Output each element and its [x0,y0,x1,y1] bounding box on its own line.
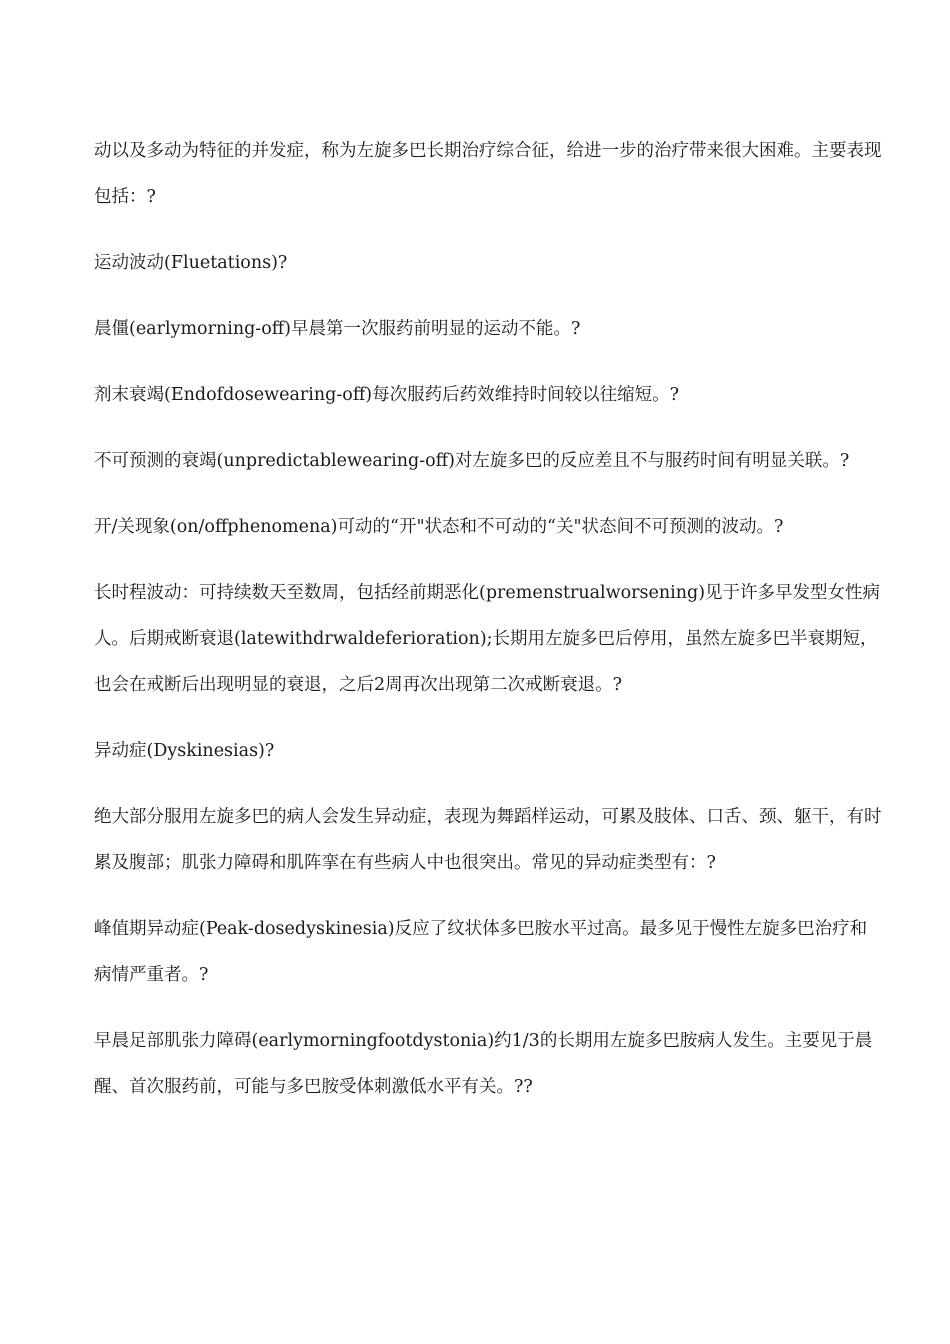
paragraph-dyskinesia-description: 绝大部分服用左旋多巴的病人会发生异动症，表现为舞蹈样运动，可累及肢体、口舌、颈、躯干，有时累及腹部；肌张力障碍和肌阵挛在有些病人中也很突出。常见的异动症类型有：? [94,807,882,873]
paragraph-unpredictable-wearing-off: 不可预测的衰竭(unpredictablewearing-off)对左旋多巴的反应差且不与服药时间有明显关联。? [94,451,850,471]
paragraph-early-morning-foot-dystonia: 早晨足部肌张力障碍(earlymorningfootdystonia)约1/3的长期用左旋多巴胺病人发生。主要见于晨醒、首次服药前，可能与多巴胺受体刺激低水平有关。?? [94,1031,873,1097]
paragraph-dyskinesias-heading: 异动症(Dyskinesias)? [94,741,275,761]
paragraph-on-off-phenomena: 开/关现象(on/offphenomena)可动的“开"状态和不可动的“关"状态间不可预测的波动。? [94,517,784,537]
paragraph-early-morning-off: 晨僵(earlymorning-off)早晨第一次服药前明显的运动不能。? [94,319,581,339]
paragraph-motor-fluctuations-heading: 运动波动(Fluetations)? [94,253,288,273]
paragraph-complications-intro: 动以及多动为特征的并发症，称为左旋多巴长期治疗综合征，给进一步的治疗带来很大困难。主要表现包括：? [94,141,882,207]
paragraph-end-of-dose-wearing-off: 剂末衰竭(Endofdosewearing-off)每次服药后药效维持时间较以往缩短。? [94,385,679,405]
paragraph-long-duration-fluctuations: 长时程波动：可持续数天至数周，包括经前期恶化(premenstrualworsening)见于许多早发型女性病人。后期戒断衰退(latewithdrwaldeferioration);长期用左旋多巴后停用，虽然左旋多巴半衰期短，也会在戒断后出现明显的衰退，之后2周再次出现第二次戒断衰退。? [94,583,881,695]
paragraph-peak-dose-dyskinesia: 峰值期异动症(Peak-dosedyskinesia)反应了纹状体多巴胺水平过高。最多见于慢性左旋多巴治疗和病情严重者。? [94,919,868,985]
document-body [94,128,884,1130]
